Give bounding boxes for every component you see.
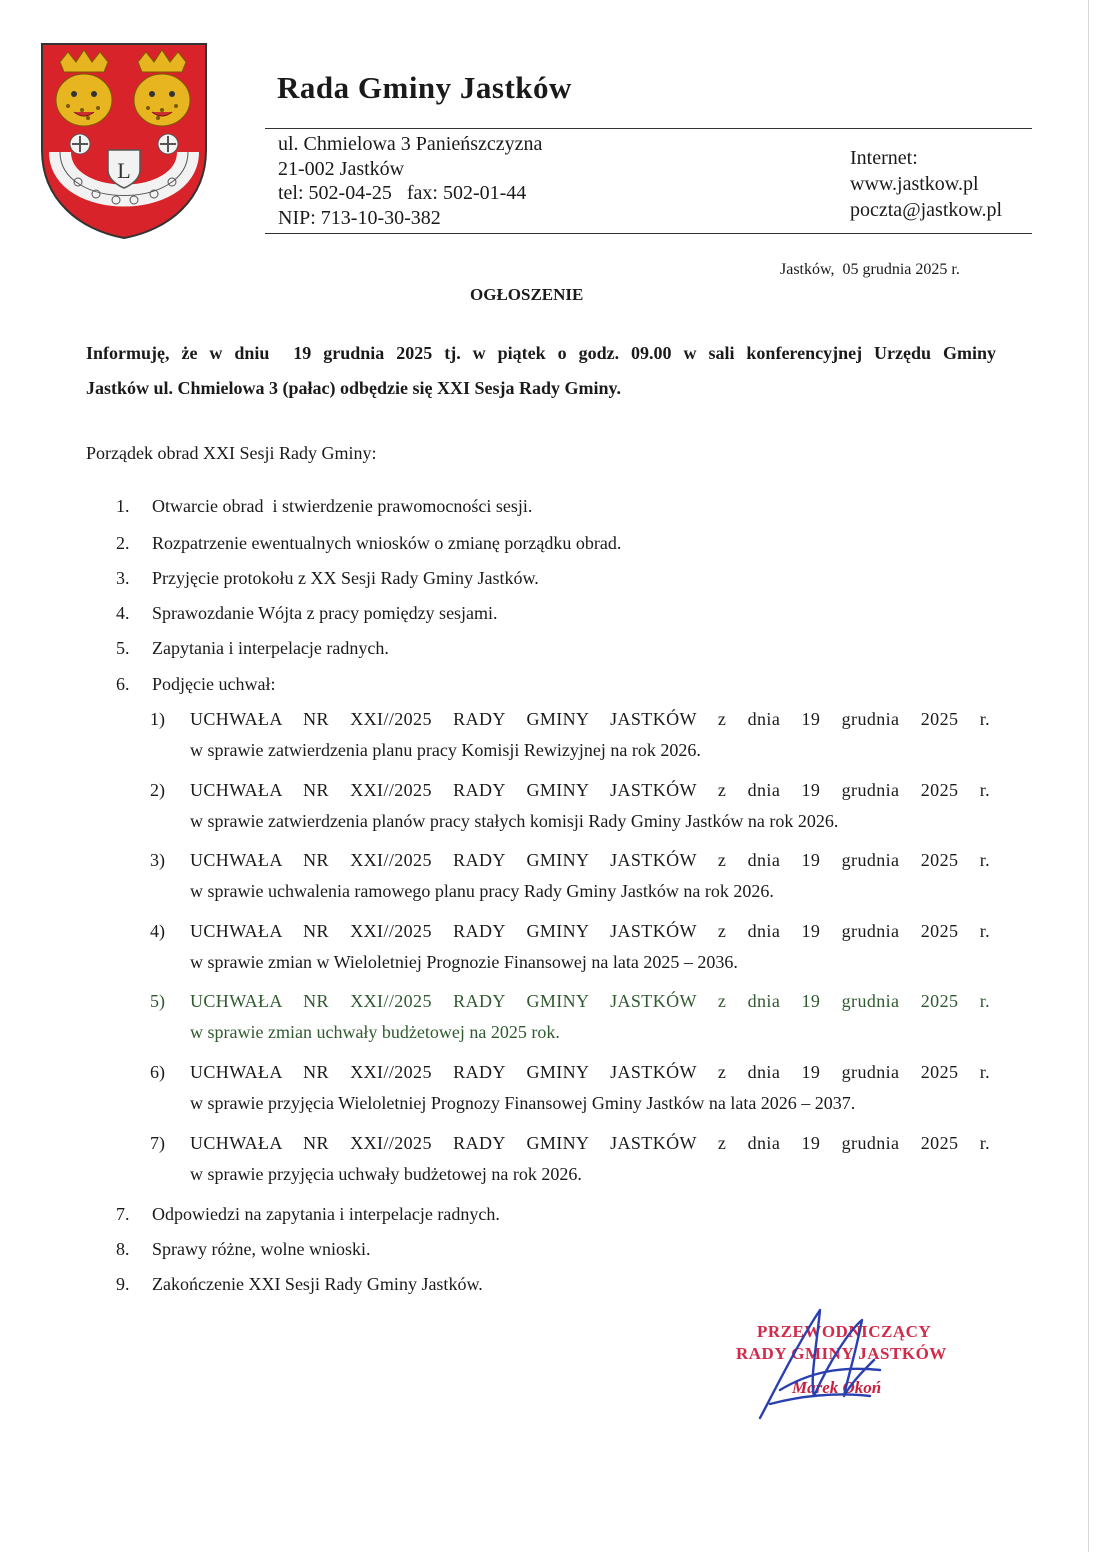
header-rule-bottom [265,233,1032,234]
contact-block [850,145,1002,223]
signature-icon [740,1300,890,1430]
agenda-item-text: Zapytania i interpelacje radnych. [152,638,389,658]
resolution-description: w sprawie przyjęcia uchwały budżetowej na rok 2026. [190,1164,582,1184]
agenda-item-number: 9. [116,1274,130,1294]
agenda-item-text: Otwarcie obrad i stwierdzenie prawomocności sesji. [152,496,533,516]
agenda-item-number: 4. [116,603,130,623]
resolution-title: UCHWAŁA NR XXI//2025 RADY GMINY JASTKÓW z dnia 19 grudnia 2025 r. [190,991,990,1011]
agenda-item-text: Podjęcie uchwał: [152,674,276,694]
agenda-item [116,1274,483,1295]
agenda-item-number: 5. [116,638,130,658]
header-rule-top [265,128,1032,129]
svg-text:L: L [117,158,131,183]
intro-line-2: Jastków ul. Chmielowa 3 (pałac) odbędzie się XXI Sesja Rady Gminy. [86,378,622,398]
agenda-item [116,1204,500,1225]
agenda-item [116,603,498,624]
website-link[interactable]: www.jastkow.pl [850,173,979,195]
document-title: OGŁOSZENIE [470,285,584,304]
agenda-item-number: 2. [116,533,130,553]
agenda-item-number: 6. [116,674,130,694]
resolution-item [150,921,990,973]
agenda-item-number: 3. [116,568,130,588]
resolution-item [150,991,990,1043]
stamp-council: RADY GMINY JASTKÓW [736,1344,947,1363]
resolution-title: UCHWAŁA NR XXI//2025 RADY GMINY JASTKÓW z dnia 19 grudnia 2025 r. [190,1062,990,1082]
agenda-item-number: 7. [116,1204,130,1224]
stamp-title: PRZEWODNICZĄCY [757,1322,932,1341]
agenda-item-text: Sprawozdanie Wójta z pracy pomiędzy sesjami. [152,603,498,623]
address-nip: NIP: 713-10-30-382 [278,206,441,229]
resolution-item [150,780,990,832]
agenda-item-text: Przyjęcie protokołu z XX Sesji Rady Gminy Jastków. [152,568,539,588]
resolution-description: w sprawie uchwalenia ramowego planu pracy Rady Gminy Jastków na rok 2026. [190,881,774,901]
resolution-description: w sprawie zmian uchwały budżetowej na 2025 rok. [190,1022,560,1042]
agenda-item [116,568,539,589]
agenda-item-text: Odpowiedzi na zapytania i interpelacje radnych. [152,1204,500,1224]
resolution-number: 6) [150,1062,165,1082]
resolution-item [150,1133,990,1185]
agenda-item [116,1239,370,1260]
agenda-item [116,533,621,554]
resolution-description: w sprawie zmian w Wieloletniej Prognozie Finansowej na lata 2025 – 2036. [190,952,738,972]
resolution-title: UCHWAŁA NR XXI//2025 RADY GMINY JASTKÓW z dnia 19 grudnia 2025 r. [190,1133,990,1153]
resolution-number: 5) [150,991,165,1011]
address-phone-fax: tel: 502-04-25 fax: 502-01-44 [278,182,527,204]
intro-line-1: Informuję, że w dniu 19 grudnia 2025 tj. w piątek o godz. 09.00 w sali konferencyjnej Urzędu Gminy [86,343,996,363]
internet-label: Internet: [850,147,918,169]
agenda-item-number: 8. [116,1239,130,1259]
address-city: 21-002 Jastków [278,157,405,180]
stamp-name: Marek Okoń [792,1378,882,1397]
email-link[interactable]: poczta@jastkow.pl [850,199,1003,221]
resolution-title: UCHWAŁA NR XXI//2025 RADY GMINY JASTKÓW z dnia 19 grudnia 2025 r. [190,921,990,941]
resolution-item [150,709,990,761]
resolution-number: 4) [150,921,165,941]
resolution-number: 1) [150,709,165,729]
agenda-title: Porządek obrad XXI Sesji Rady Gminy: [86,443,377,463]
agenda-item-number: 1. [116,496,130,516]
resolution-description: w sprawie zatwierdzenia planów pracy stałych komisji Rady Gminy Jastków na rok 2026. [190,811,839,831]
resolution-number: 2) [150,780,165,800]
address-block [278,132,542,230]
resolution-item [150,1062,990,1114]
agenda-item-text: Rozpatrzenie ewentualnych wniosków o zmianę porządku obrad. [152,533,622,553]
resolution-title: UCHWAŁA NR XXI//2025 RADY GMINY JASTKÓW z dnia 19 grudnia 2025 r. [190,709,990,729]
resolution-description: w sprawie przyjęcia Wieloletniej Prognozy Finansowej Gminy Jastków na lata 2026 – 2037. [190,1093,856,1113]
agenda-item-text: Zakończenie XXI Sesji Rady Gminy Jastków. [152,1274,483,1294]
agenda-item [116,638,389,659]
coat-of-arms-icon [38,40,210,240]
resolution-number: 7) [150,1133,165,1153]
resolution-title: UCHWAŁA NR XXI//2025 RADY GMINY JASTKÓW z dnia 19 grudnia 2025 r. [190,780,990,800]
agenda-item [116,496,532,517]
document-date: Jastków, 05 grudnia 2025 r. [780,261,960,278]
page-edge [1088,0,1089,1552]
intro-paragraph [86,336,996,406]
agenda-item [116,674,275,695]
resolution-number: 3) [150,850,165,870]
organization-name: Rada Gminy Jastków [277,70,572,105]
resolution-item [150,850,990,902]
resolution-title: UCHWAŁA NR XXI//2025 RADY GMINY JASTKÓW z dnia 19 grudnia 2025 r. [190,850,990,870]
agenda-item-text: Sprawy różne, wolne wnioski. [152,1239,371,1259]
resolution-description: w sprawie zatwierdzenia planu pracy Komisji Rewizyjnej na rok 2026. [190,740,701,760]
address-street: ul. Chmielowa 3 Panieńszczyzna [278,133,543,155]
